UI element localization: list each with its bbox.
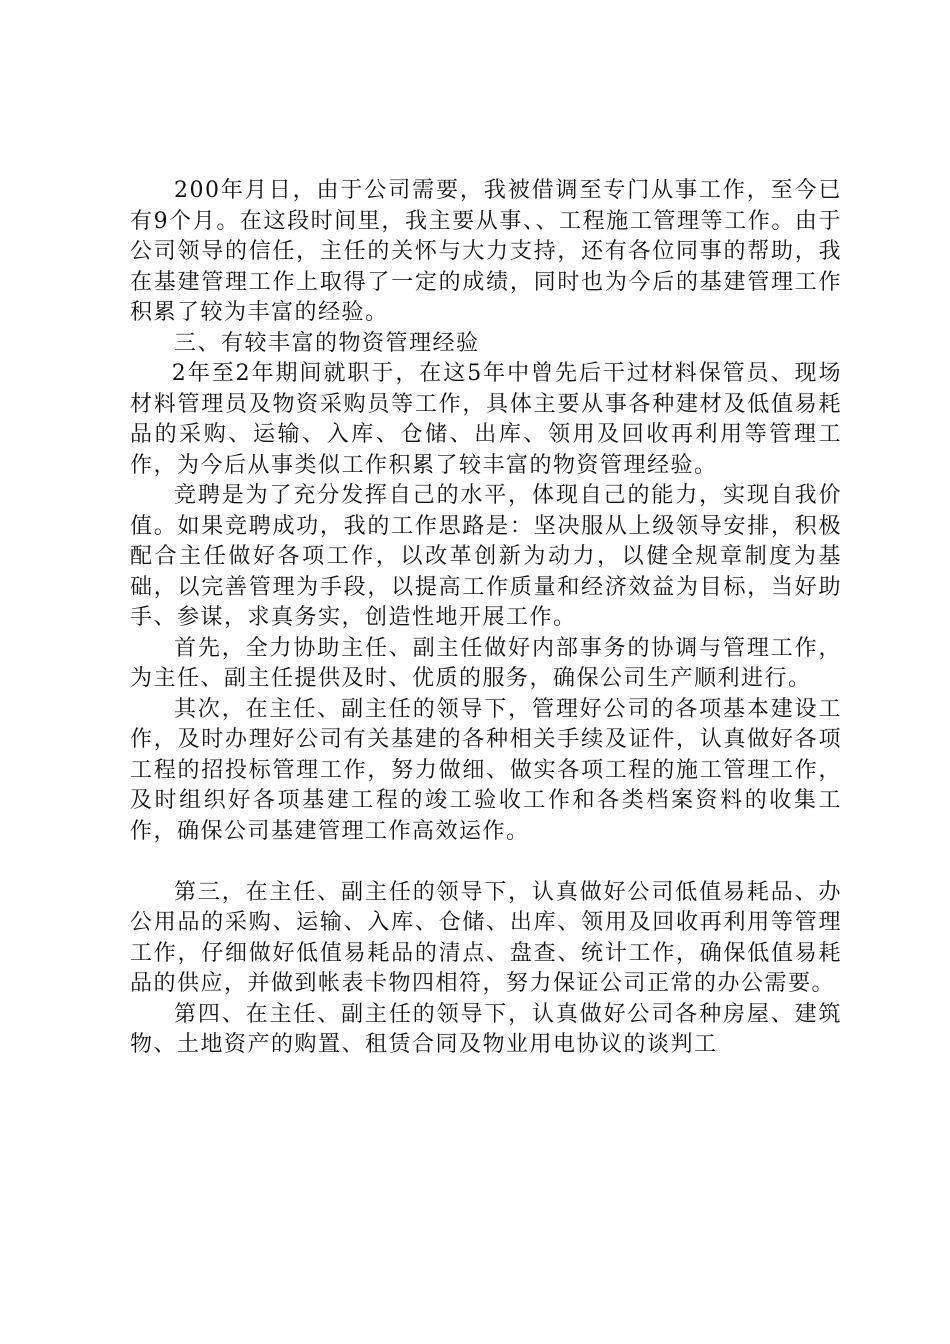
paragraph-fourth: 第四、在主任、副主任的领导下，认真做好公司各种房屋、建筑物、土地资产的购置、租赁合同及物业用电协议的谈判工 xyxy=(130,1001,842,1057)
paragraph-first: 首先，全力协助主任、副主任做好内部事务的协调与管理工作，为主任、副主任提供及时、优质的服务，确保公司生产顺利进行。 xyxy=(130,635,842,691)
document-body xyxy=(130,176,842,1061)
paragraph-intro: 200年月日，由于公司需要，我被借调至专门从事工作，至今已有9个月。在这段时间里，我主要从事、、工程施工管理等工作。由于公司领导的信任，主任的关怀与大力支持，还有各位同事的帮助，我在基建管理工作上取得了一定的成绩，同时也为今后的基建管理工作积累了较为丰富的经验。 xyxy=(130,178,842,325)
blank-line xyxy=(130,847,842,878)
section-heading: 三、有较丰富的物资管理经验 xyxy=(174,330,480,356)
paragraph-approach: 竞聘是为了充分发挥自己的水平，体现自己的能力，实现自我价值。如果竞聘成功，我的工作思路是：坚决服从上级领导安排，积极配合主任做好各项工作，以改革创新为动力，以健全规章制度为基础，以完善管理为手段，以提高工作质量和经济效益为目标，当好助手、参谋，求真务实，创造性地开展工作。 xyxy=(130,483,842,630)
paragraph-second: 其次，在主任、副主任的领导下，管理好公司的各项基本建设工作，及时办理好公司有关基建的各种相关手续及证件，认真做好各项工程的招投标管理工作，努力做细、做实各项工程的施工管理工作，及时组织好各项基建工程的竣工验收工作和各类档案资料的收集工作，确保公司基建管理工作高效运作。 xyxy=(130,696,842,844)
paragraph-third: 第三，在主任、副主任的领导下，认真做好公司低值易耗品、办公用品的采购、运输、入库、仓储、出库、领用及回收再利用等管理工作，仔细做好低值易耗品的清点、盘查、统计工作，确保低值易耗品的供应，并做到帐表卡物四相符，努力保证公司正常的办公需要。 xyxy=(130,879,842,996)
paragraph-experience: 2年至2年期间就职于，在这5年中曾先后干过材料保管员、现场材料管理员及物资采购员等工作，具体主要从事各种建材及低值易耗品的采购、运输、入库、仓储、出库、领用及回收再利用等管理工作，为今后从事类似工作积累了较丰富的物资管理经验。 xyxy=(130,361,842,478)
